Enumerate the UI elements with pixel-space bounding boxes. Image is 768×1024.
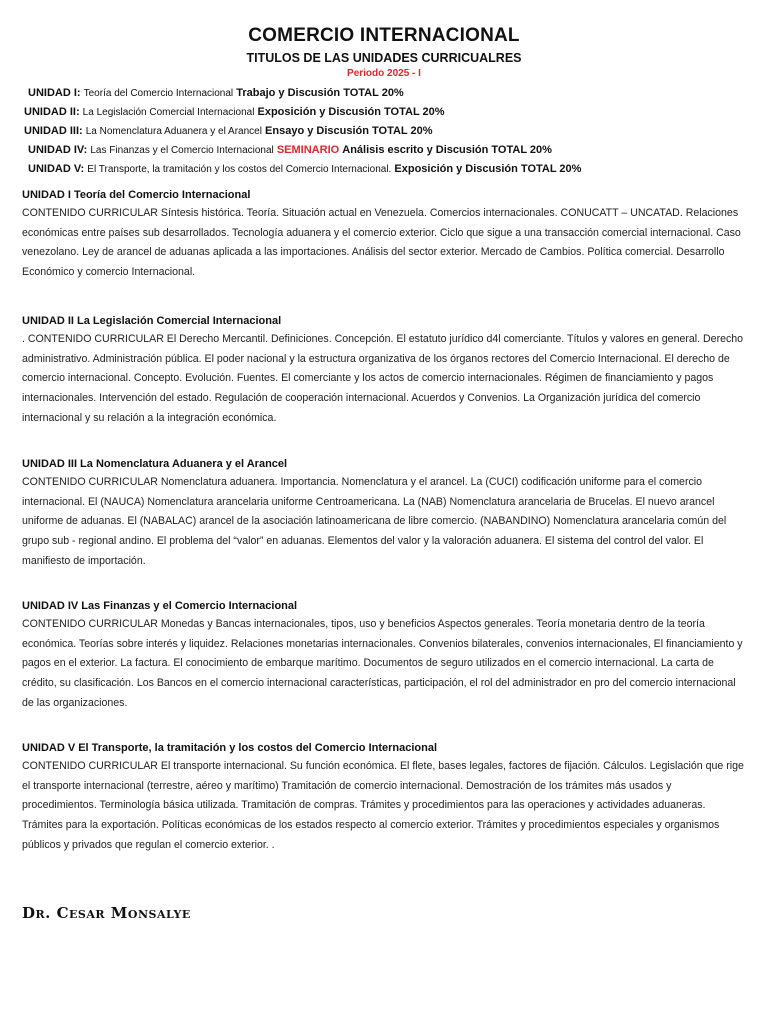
- units-summary-list: [24, 84, 754, 179]
- unit-section: [22, 312, 746, 429]
- periodo-label: Periodo 2025 - I: [347, 68, 421, 79]
- section-heading: UNIDAD V El Transporte, la tramitación y los costos del Comercio Internacional: [22, 742, 438, 754]
- unit-code: UNIDAD III:: [24, 125, 83, 137]
- unit-name: Las Finanzas y el Comercio Internacional: [90, 145, 274, 156]
- unit-evaluation: Exposición y Discusión TOTAL 20%: [257, 106, 445, 118]
- section-content: . CONTENIDO CURRICULAR El Derecho Mercantil. Definiciones. Concepción. El estatuto jurídico d4l comerciante. Títulos y valores en general. Derecho administrativo. Administración pública. El poder nacional y la estructura organizativa de los órganos rectores del Comercio Internacional. El derecho de comercio internacional. Concepto. Evolución. Fuentes. El comerciante y los actos de comercio internacionales. Régimen de financiamiento y pagos internacionales. Intervención del estado. Regulación de cooperación internacional. Acuerdos y Convenios. La Organización jurídica del comercio internacional y su relación a la integración económica.: [22, 333, 744, 424]
- author-signature: Dr. Cesar Monsalye: [22, 904, 191, 922]
- section-heading: UNIDAD I Teoría del Comercio Internacional: [22, 189, 251, 201]
- unit-evaluation: Análisis escrito y Discusión TOTAL 20%: [342, 144, 552, 156]
- section-content: CONTENIDO CURRICULAR El transporte internacional. Su función económica. El flete, bases legales, factores de fijación. Cálculos. Legislación que rige el transporte internacional (terrestre, aéreo y marítimo) Tramitación de comercio internacional. Demostración de los trámites más usados y procedimientos. Terminología básica utilizada. Tramitación de compras. Trámites y procedimientos para las operaciones y actividades aduaneras. Trámites para la exportación. Políticas económicas de los estados respecto al comercio exterior. Trámites y procedimientos especiales y organismos públicos y privados que regulan el comercio exterior. .: [22, 760, 744, 851]
- section-content: CONTENIDO CURRICULAR Monedas y Bancas internacionales, tipos, uso y beneficios Aspectos generales. Teoría monetaria dentro de la teoría económica. Teorías sobre interés y liquidez. Relaciones monetarias internacionales. Convenios bilaterales, convenios internacionales, El financiamiento y pagos en el exterior. La factura. El conocimiento de embarque marítimo. Documentos de seguro utilizados en el comercio internacional. La carta de crédito, su clasificación. Los Bancos en el comercio internacional características, participación, el rol del administrador en pro del comercio internacional de las organizaciones.: [22, 618, 743, 709]
- unit-evaluation: Trabajo y Discusión TOTAL 20%: [236, 87, 404, 99]
- unit-section: [22, 455, 746, 572]
- unit-code: UNIDAD IV:: [28, 144, 88, 156]
- unit-name: El Transporte, la tramitación y los costos del Comercio Internacional.: [87, 164, 392, 175]
- section-content: CONTENIDO CURRICULAR Síntesis histórica. Teoría. Situación actual en Venezuela. Comercios internacionales. CONUCATT – UNCATAD. Relaciones económicas entre países sub desarrollados. Tecnología aduanera y el comercio exterior. Ciclo que sigue a una transacción comercial internacional. Caso venezolano. Ley de arancel de aduanas aplicada a las importaciones. Análisis del sector exterior. Mercado de Cambios. Política comercial. Desarrollo Económico y comercio Internacional.: [22, 207, 741, 279]
- unit-section: [22, 597, 746, 714]
- section-heading: UNIDAD III La Nomenclatura Aduanera y el Arancel: [22, 458, 288, 470]
- unit-code: UNIDAD V:: [28, 163, 85, 175]
- document-title: COMERCIO INTERNACIONAL: [248, 25, 520, 46]
- unit-name: La Nomenclatura Aduanera y el Arancel: [85, 126, 262, 137]
- unit-code: UNIDAD II:: [24, 106, 80, 118]
- unit-section: [22, 739, 746, 856]
- unit-name: La Legislación Comercial Internacional: [82, 107, 255, 118]
- seminario-label: SEMINARIO: [276, 144, 340, 156]
- section-heading: UNIDAD II La Legislación Comercial Internacional: [22, 315, 282, 327]
- unit-summary-item: [24, 84, 754, 103]
- unit-code: UNIDAD I:: [28, 87, 81, 99]
- unit-section: [22, 186, 746, 283]
- unit-evaluation: Ensayo y Discusión TOTAL 20%: [265, 125, 433, 137]
- section-content: CONTENIDO CURRICULAR Nomenclatura aduanera. Importancia. Nomenclatura y el arancel. La (CUCI) codificación uniforme para el comercio internacional. El (NAUCA) Nomenclatura arancelaria uniforme Centroamericana. La (NAB) Nomenclatura arancelaria de Brucelas. El nuevo arancel uniforme de aduanas. El (NABALAC) arancel de la asociación latinoamericana de libre comercio. (NABANDINO) Nomenclatura arancelaria común del grupo sub - regional andino. El problema del “valor” en aduanas. Elementos del valor y la valoración aduanera. El sistema del control del valor. El manifiesto de importación.: [22, 476, 727, 567]
- unit-summary-item: [24, 141, 754, 160]
- document-subtitle: TITULOS DE LAS UNIDADES CURRICUALRES: [246, 51, 522, 65]
- unit-summary-item: [24, 122, 754, 141]
- unit-summary-item: [24, 103, 754, 122]
- unit-evaluation: Exposición y Discusión TOTAL 20%: [394, 163, 582, 175]
- unit-summary-item: [24, 160, 754, 179]
- unit-name: Teoría del Comercio Internacional: [83, 88, 234, 99]
- section-heading: UNIDAD IV Las Finanzas y el Comercio Internacional: [22, 600, 298, 612]
